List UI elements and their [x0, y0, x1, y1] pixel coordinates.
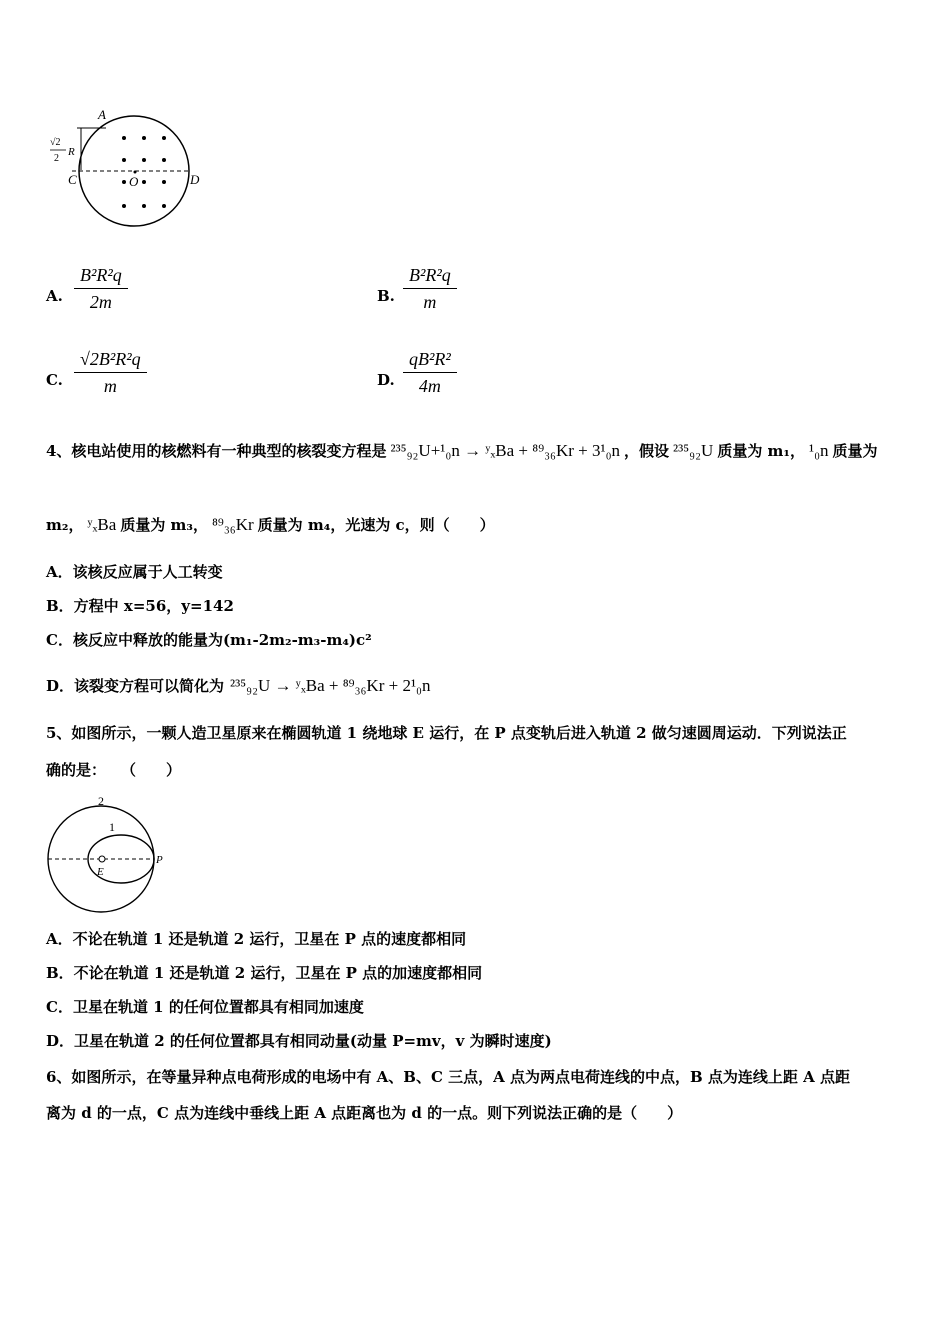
q4-barium: ʸₓBa: [87, 515, 117, 534]
sqrt-numerator: √2: [50, 137, 61, 148]
q5-option-c: C．卫星在轨道 1 的任何位置都具有相同加速度: [46, 998, 364, 1016]
q4-equation: ²³⁵₉₂U+¹₀n → ʸₓBa + ⁸⁹₃₆Kr + 3¹₀n: [390, 441, 621, 460]
q4-option-d-equation: ²³⁵₉₂U → ʸₓBa + ⁸⁹₃₆Kr + 2¹₀n: [230, 676, 431, 695]
orbit-figure: [44, 793, 174, 918]
option-c-numerator: √2B²R²q: [74, 346, 147, 373]
q4-prefix: 4、核电站使用的核燃料有一种典型的核裂变方程是: [46, 442, 387, 460]
option-b-numerator: B²R²q: [403, 262, 457, 289]
q5-option-a: A．不论在轨道 1 还是轨道 2 运行，卫星在 P 点的速度都相同: [46, 930, 467, 948]
option-b-denominator: m: [423, 292, 437, 312]
label-o: O: [129, 174, 139, 189]
q4-mass-m3: 质量为 m₃，: [120, 516, 208, 534]
q4-mid1: ，假设: [624, 442, 670, 460]
option-a-denominator: 2m: [89, 292, 112, 312]
option-a-numerator: B²R²q: [74, 262, 128, 289]
option-b-letter: B.: [377, 287, 395, 305]
label-a: A: [98, 107, 106, 122]
q4-option-a: A．该核反应属于人工转变: [46, 563, 223, 581]
magnetic-field-circle-figure: [44, 100, 214, 235]
q4-option-b: B．方程中 x=56，y=142: [46, 597, 234, 615]
q5-option-d: D．卫星在轨道 2 的任何位置都具有相同动量(动量 P=mv，v 为瞬时速度): [46, 1032, 552, 1050]
earth-point: [99, 856, 105, 862]
q4-uranium: ²³⁵₉₂U: [673, 441, 714, 460]
option-c-letter: C.: [46, 371, 63, 389]
q4-option-d-text: D．该裂变方程可以简化为: [46, 677, 225, 695]
option-c-denominator: m: [103, 376, 117, 396]
option-d-numerator: qB²R²: [403, 346, 457, 373]
q4-option-d: [46, 675, 430, 697]
q4-krypton: ⁸⁹₃₆Kr: [212, 515, 254, 534]
label-d: D: [190, 172, 200, 187]
q4-line2: [46, 514, 495, 536]
q4-mass-m4: 质量为 m₄，光速为 c，则（ ）: [257, 516, 495, 534]
q4-neutron: ¹₀n: [808, 441, 829, 460]
q6-stem-line1: 6、如图所示，在等量异种点电荷形成的电场中有 A、B、C 三点，A 点为两点电荷连线的中点，B 点为连线上距 A 点距: [46, 1068, 850, 1086]
q4-m2: m₂，: [46, 516, 84, 534]
q4-option-c: C．核反应中释放的能量为(m₁-2m₂-m₃-m₄)c²: [46, 631, 372, 649]
option-b-formula: [403, 262, 457, 315]
option-d-formula: [403, 346, 457, 399]
r-label: R: [68, 146, 75, 158]
orbit-2-label: 2: [98, 794, 104, 808]
q6-stem-line2: 离为 d 的一点，C 点为连线中垂线上距 A 点距离也为 d 的一点。则下列说法正确的是（ ）: [46, 1104, 683, 1122]
q4-mass-tail: 质量为: [832, 442, 878, 460]
option-d-letter: D.: [377, 371, 395, 389]
q5-stem-line1: 5、如图所示，一颗人造卫星原来在椭圆轨道 1 绕地球 E 运行，在 P 点变轨后进入轨道 2 做匀速圆周运动．下列说法正: [46, 724, 847, 742]
orbit-1-label: 1: [109, 820, 115, 834]
option-a-letter: A.: [46, 287, 63, 305]
q4-mass-m1: 质量为 m₁，: [717, 442, 805, 460]
sqrt-denominator: 2: [54, 153, 59, 164]
label-c: C: [68, 172, 77, 187]
option-a-formula: [74, 262, 128, 315]
q5-option-b: B．不论在轨道 1 还是轨道 2 运行，卫星在 P 点的加速度都相同: [46, 964, 483, 982]
q4-line1: [46, 440, 878, 462]
option-c-formula: [74, 346, 147, 399]
option-d-denominator: 4m: [418, 376, 441, 396]
earth-label: E: [97, 866, 104, 878]
point-p-label: P: [156, 854, 163, 866]
q5-stem-line2: 确的是： （ ）: [46, 761, 182, 779]
field-dots: [122, 136, 166, 208]
